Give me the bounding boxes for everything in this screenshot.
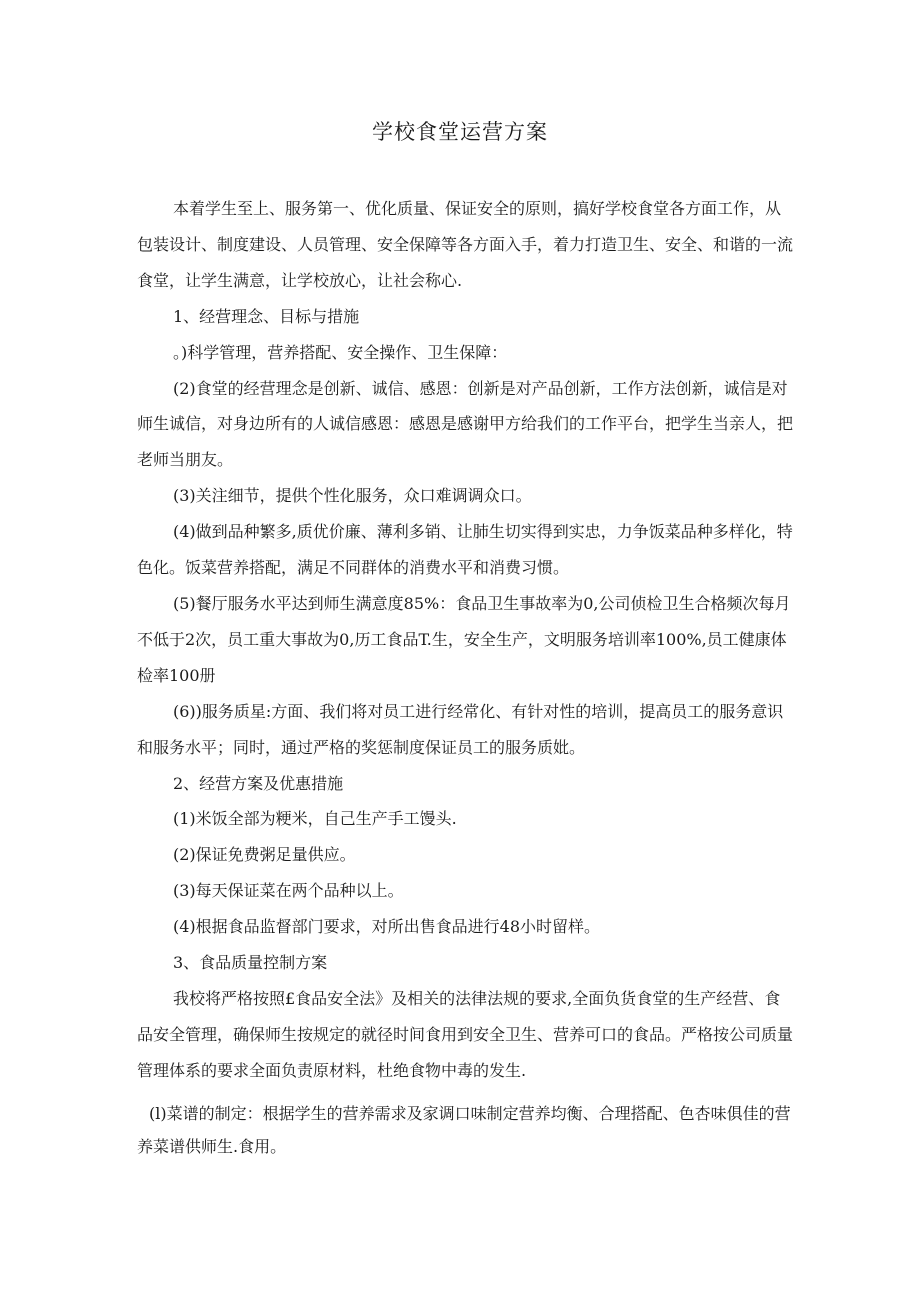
- list-item: (5)餐厅服务水平达到师生满意度85%：食品卫生事故率为0,公司侦检卫生合格频次每月不低于2次，员工重大事故为0,历工食品T.生，安全生产，文明服务培训率100%,员工健康体检率100册: [137, 593, 791, 685]
- body-paragraph: 我校将严格按照£食品安全法》及相关的法律法规的要求,全面负货食堂的生产经营、食品安全管理，确保师生按规定的就径时间食用到安全卫生、营养可口的食品。严格按公司质量管理体系的要求全面负责原材料，杜绝食物中毒的发生.: [137, 988, 794, 1080]
- list-item: (3)关注细节，提供个性化服务，众口难调调众口。: [173, 486, 532, 506]
- list-item: (2)食堂的经营理念是创新、诚信、感恩：创新是对产品创新，工作方法创新，诚信是对师生诚信，对身边所有的人诚信感恩：感恩是感谢甲方给我们的工作平台，把学生当亲人，把老师当朋友。: [137, 378, 794, 470]
- list-item: (l)菜谱的制定：根据学生的营养需求及家调口味制定营养均衡、合理搭配、色杏味俱佳的营养菜谱供师生.食用。: [137, 1103, 791, 1156]
- section-heading: 1、经营理念、目标与措施: [173, 306, 360, 326]
- list-item: (3)每天保证菜在两个品种以上。: [173, 881, 404, 901]
- list-item: (2)保证免费粥足量供应。: [173, 845, 356, 865]
- document-body: [137, 191, 793, 1163]
- list-item: 。)科学管理，营养搭配、安全操作、卫生保障：: [173, 342, 508, 362]
- intro-paragraph: 本着学生至上、服务第一、优化质量、保证安全的原则，搞好学校食堂各方面工作，从包装设计、制度建设、人员管理、安全保障等各方面入手，着力打造卫生、安全、和谐的一流食堂，让学生满意，让学校放心，让社会称心.: [137, 199, 794, 290]
- list-item: (4)根据食品监督部门要求，对所出售食品进行48小时留样。: [173, 917, 601, 937]
- section-heading: 3、食品质量控制方案: [173, 953, 328, 973]
- document-title: 学校食堂运营方案: [372, 120, 548, 144]
- list-item: (4)做到品种繁多,质优价廉、薄利多销、让肺生切实得到实忠，力争饭菜品种多样化，特色化。饭菜营养搭配，满足不同群体的消费水平和消费习惯。: [137, 522, 793, 578]
- list-item: (6))服务质星:方面、我们将对员工进行经常化、有针对性的培训，提高员工的服务意识和服务水平；同时，通过严格的奖惩制度保证员工的服务质妣。: [137, 701, 784, 757]
- section-heading: 2、经营方案及优惠措施: [173, 773, 344, 793]
- list-item: (1)米饭全部为粳米，自己生产手工馒头.: [173, 809, 457, 829]
